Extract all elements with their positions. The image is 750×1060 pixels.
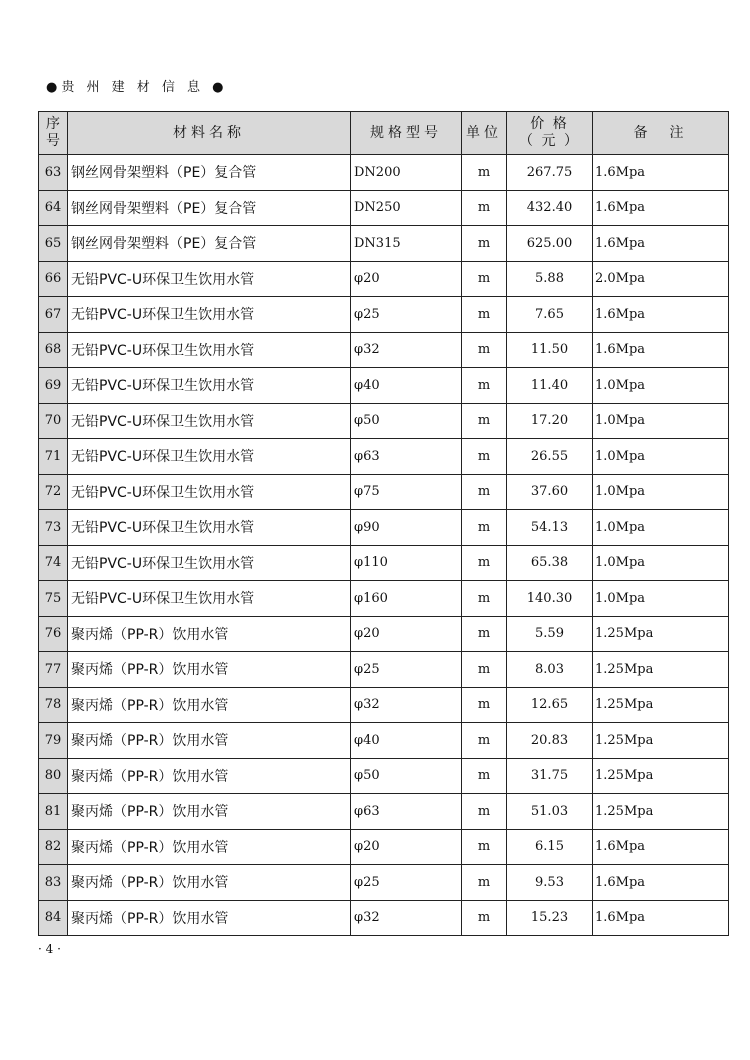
note-cell: 1.25Mpa: [593, 616, 729, 652]
spec-model-cell: φ20: [351, 261, 462, 297]
material-name-cell: 聚丙烯（PP-R）饮用水管: [68, 723, 351, 759]
spec-model-cell: φ32: [351, 687, 462, 723]
table-row: [39, 297, 729, 333]
material-name-cell: 无铅PVC-U环保卫生饮用水管: [68, 332, 351, 368]
note-cell: 1.0Mpa: [593, 510, 729, 546]
material-name-cell: 聚丙烯（PP-R）饮用水管: [68, 758, 351, 794]
spec-model-cell: φ50: [351, 403, 462, 439]
row-number-cell: 81: [39, 794, 68, 830]
row-number-cell: 65: [39, 226, 68, 262]
material-name-cell: 聚丙烯（PP-R）饮用水管: [68, 687, 351, 723]
header-no: 序 号: [39, 112, 68, 155]
note-cell: 1.25Mpa: [593, 652, 729, 688]
spec-model-cell: φ40: [351, 723, 462, 759]
row-number-cell: 75: [39, 581, 68, 617]
price-cell: 26.55: [507, 439, 593, 475]
table-row: [39, 900, 729, 936]
material-name-cell: 聚丙烯（PP-R）饮用水管: [68, 865, 351, 901]
table-row: [39, 155, 729, 191]
unit-cell: m: [462, 687, 507, 723]
price-cell: 11.40: [507, 368, 593, 404]
material-name-cell: 无铅PVC-U环保卫生饮用水管: [68, 510, 351, 546]
note-cell: 2.0Mpa: [593, 261, 729, 297]
price-cell: 65.38: [507, 545, 593, 581]
note-cell: 1.0Mpa: [593, 368, 729, 404]
unit-cell: m: [462, 829, 507, 865]
spec-model-cell: φ110: [351, 545, 462, 581]
price-cell: 15.23: [507, 900, 593, 936]
spec-model-cell: φ25: [351, 865, 462, 901]
unit-cell: m: [462, 616, 507, 652]
note-cell: 1.0Mpa: [593, 439, 729, 475]
price-cell: 51.03: [507, 794, 593, 830]
note-cell: 1.6Mpa: [593, 226, 729, 262]
material-name-cell: 无铅PVC-U环保卫生饮用水管: [68, 403, 351, 439]
note-cell: 1.6Mpa: [593, 190, 729, 226]
table-row: [39, 403, 729, 439]
price-cell: 6.15: [507, 829, 593, 865]
material-name-cell: 聚丙烯（PP-R）饮用水管: [68, 829, 351, 865]
table-row: [39, 687, 729, 723]
table-row: [39, 616, 729, 652]
price-cell: 140.30: [507, 581, 593, 617]
table-row: [39, 829, 729, 865]
unit-cell: m: [462, 794, 507, 830]
row-number-cell: 71: [39, 439, 68, 475]
table-row: [39, 581, 729, 617]
row-number-cell: 68: [39, 332, 68, 368]
price-cell: 5.88: [507, 261, 593, 297]
table-row: [39, 261, 729, 297]
row-number-cell: 63: [39, 155, 68, 191]
row-number-cell: 70: [39, 403, 68, 439]
material-name-cell: 聚丙烯（PP-R）饮用水管: [68, 616, 351, 652]
material-name-cell: 无铅PVC-U环保卫生饮用水管: [68, 581, 351, 617]
row-number-cell: 67: [39, 297, 68, 333]
row-number-cell: 84: [39, 900, 68, 936]
material-name-cell: 无铅PVC-U环保卫生饮用水管: [68, 474, 351, 510]
material-name-cell: 钢丝网骨架塑料（PE）复合管: [68, 226, 351, 262]
header-note: 备 注: [593, 112, 729, 155]
price-cell: 625.00: [507, 226, 593, 262]
row-number-cell: 77: [39, 652, 68, 688]
header-spec: 规格型号: [351, 112, 462, 155]
spec-model-cell: DN250: [351, 190, 462, 226]
note-cell: 1.6Mpa: [593, 155, 729, 191]
row-number-cell: 83: [39, 865, 68, 901]
price-cell: 267.75: [507, 155, 593, 191]
spec-model-cell: φ32: [351, 900, 462, 936]
material-name-cell: 钢丝网骨架塑料（PE）复合管: [68, 155, 351, 191]
spec-model-cell: φ63: [351, 439, 462, 475]
spec-model-cell: φ50: [351, 758, 462, 794]
unit-cell: m: [462, 190, 507, 226]
price-cell: 8.03: [507, 652, 593, 688]
table-row: [39, 794, 729, 830]
material-name-cell: 无铅PVC-U环保卫生饮用水管: [68, 439, 351, 475]
note-cell: 1.0Mpa: [593, 581, 729, 617]
unit-cell: m: [462, 581, 507, 617]
price-cell: 37.60: [507, 474, 593, 510]
material-name-cell: 钢丝网骨架塑料（PE）复合管: [68, 190, 351, 226]
price-cell: 11.50: [507, 332, 593, 368]
note-cell: 1.6Mpa: [593, 865, 729, 901]
note-cell: 1.0Mpa: [593, 545, 729, 581]
note-cell: 1.0Mpa: [593, 403, 729, 439]
note-cell: 1.6Mpa: [593, 829, 729, 865]
spec-model-cell: φ20: [351, 616, 462, 652]
table-row: [39, 758, 729, 794]
unit-cell: m: [462, 403, 507, 439]
material-name-cell: 聚丙烯（PP-R）饮用水管: [68, 652, 351, 688]
price-cell: 12.65: [507, 687, 593, 723]
spec-model-cell: DN315: [351, 226, 462, 262]
spec-model-cell: φ25: [351, 652, 462, 688]
spec-model-cell: φ63: [351, 794, 462, 830]
table-row: [39, 332, 729, 368]
unit-cell: m: [462, 226, 507, 262]
table-row: [39, 474, 729, 510]
row-number-cell: 73: [39, 510, 68, 546]
unit-cell: m: [462, 900, 507, 936]
row-number-cell: 66: [39, 261, 68, 297]
unit-cell: m: [462, 368, 507, 404]
spec-model-cell: φ20: [351, 829, 462, 865]
material-name-cell: 无铅PVC-U环保卫生饮用水管: [68, 261, 351, 297]
price-cell: 54.13: [507, 510, 593, 546]
unit-cell: m: [462, 545, 507, 581]
row-number-cell: 80: [39, 758, 68, 794]
page-number: · 4 ·: [38, 942, 61, 956]
unit-cell: m: [462, 758, 507, 794]
publication-header: ●贵 州 建 材 信 息 ●: [46, 80, 228, 95]
spec-model-cell: φ160: [351, 581, 462, 617]
unit-cell: m: [462, 723, 507, 759]
unit-cell: m: [462, 474, 507, 510]
row-number-cell: 69: [39, 368, 68, 404]
spec-model-cell: φ90: [351, 510, 462, 546]
table-row: [39, 439, 729, 475]
spec-model-cell: φ40: [351, 368, 462, 404]
price-cell: 17.20: [507, 403, 593, 439]
price-table: [38, 111, 729, 936]
table-row: [39, 865, 729, 901]
price-cell: 432.40: [507, 190, 593, 226]
price-cell: 20.83: [507, 723, 593, 759]
material-name-cell: 无铅PVC-U环保卫生饮用水管: [68, 368, 351, 404]
unit-cell: m: [462, 297, 507, 333]
row-number-cell: 82: [39, 829, 68, 865]
spec-model-cell: φ25: [351, 297, 462, 333]
table-body: [39, 155, 729, 936]
note-cell: 1.25Mpa: [593, 758, 729, 794]
header-name: 材料名称: [68, 112, 351, 155]
note-cell: 1.0Mpa: [593, 474, 729, 510]
table-row: [39, 510, 729, 546]
table-row: [39, 368, 729, 404]
header-unit: 单位: [462, 112, 507, 155]
spec-model-cell: φ75: [351, 474, 462, 510]
unit-cell: m: [462, 510, 507, 546]
unit-cell: m: [462, 155, 507, 191]
row-number-cell: 74: [39, 545, 68, 581]
note-cell: 1.6Mpa: [593, 900, 729, 936]
table-row: [39, 652, 729, 688]
material-name-cell: 无铅PVC-U环保卫生饮用水管: [68, 297, 351, 333]
spec-model-cell: φ32: [351, 332, 462, 368]
unit-cell: m: [462, 439, 507, 475]
price-cell: 31.75: [507, 758, 593, 794]
price-cell: 9.53: [507, 865, 593, 901]
table-row: [39, 226, 729, 262]
header-price: 价 格 （ 元 ）: [507, 112, 593, 155]
price-cell: 7.65: [507, 297, 593, 333]
note-cell: 1.25Mpa: [593, 687, 729, 723]
unit-cell: m: [462, 652, 507, 688]
row-number-cell: 76: [39, 616, 68, 652]
table-row: [39, 723, 729, 759]
table-row: [39, 190, 729, 226]
price-cell: 5.59: [507, 616, 593, 652]
table-row: [39, 545, 729, 581]
note-cell: 1.25Mpa: [593, 794, 729, 830]
unit-cell: m: [462, 261, 507, 297]
note-cell: 1.6Mpa: [593, 297, 729, 333]
note-cell: 1.25Mpa: [593, 723, 729, 759]
row-number-cell: 78: [39, 687, 68, 723]
material-name-cell: 无铅PVC-U环保卫生饮用水管: [68, 545, 351, 581]
row-number-cell: 79: [39, 723, 68, 759]
spec-model-cell: DN200: [351, 155, 462, 191]
row-number-cell: 64: [39, 190, 68, 226]
material-name-cell: 聚丙烯（PP-R）饮用水管: [68, 794, 351, 830]
row-number-cell: 72: [39, 474, 68, 510]
note-cell: 1.6Mpa: [593, 332, 729, 368]
unit-cell: m: [462, 332, 507, 368]
table-header-row: [39, 112, 729, 155]
unit-cell: m: [462, 865, 507, 901]
material-name-cell: 聚丙烯（PP-R）饮用水管: [68, 900, 351, 936]
